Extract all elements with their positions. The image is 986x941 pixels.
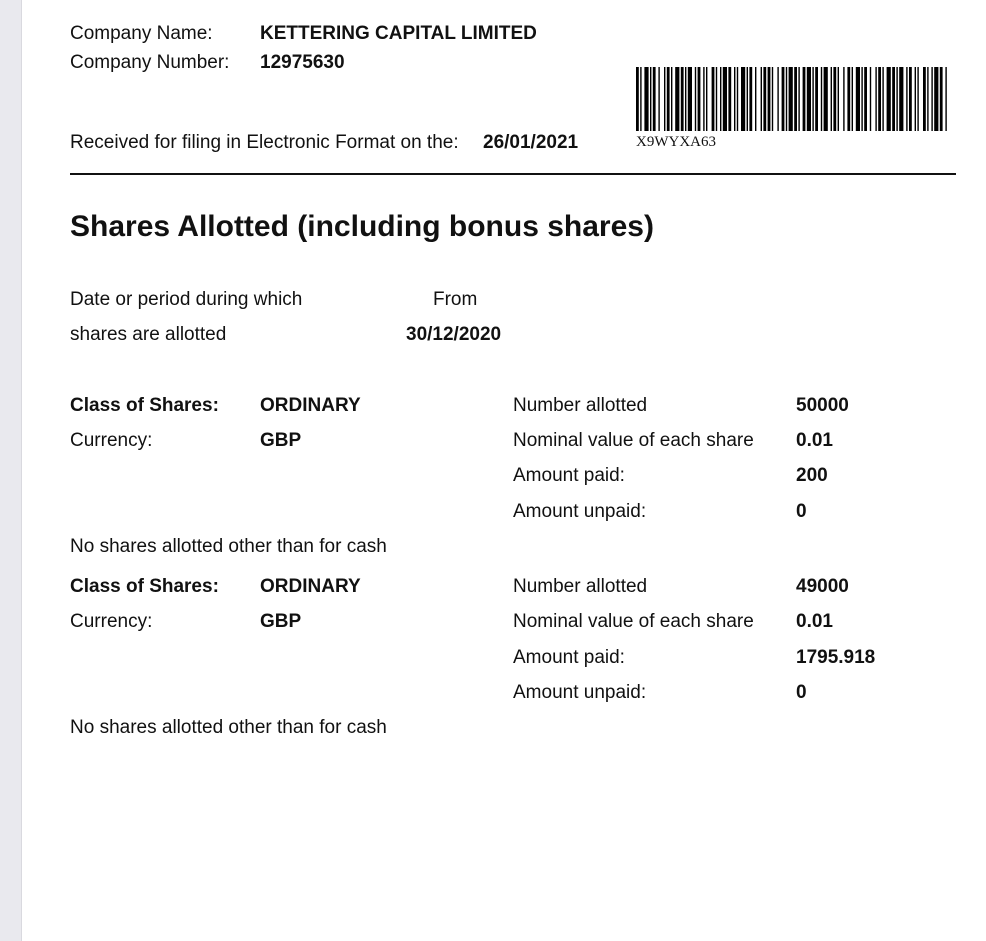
barcode-text: X9WYXA63	[636, 134, 716, 150]
amount-paid-value: 200	[796, 465, 828, 486]
period-from-label: From	[433, 289, 478, 310]
company-name-label: Company Name:	[70, 23, 213, 44]
class-of-shares-label: Class of Shares:	[70, 576, 219, 597]
allotment-note: No shares allotted other than for cash	[70, 717, 387, 738]
allotment-note: No shares allotted other than for cash	[70, 536, 387, 557]
currency-value: GBP	[260, 430, 302, 451]
document-page	[22, 0, 986, 941]
number-allotted-value: 50000	[796, 395, 849, 416]
nominal-value-value: 0.01	[796, 430, 833, 451]
currency-label: Currency:	[70, 611, 153, 632]
amount-unpaid-label: Amount unpaid:	[513, 501, 647, 522]
barcode-image	[636, 67, 948, 131]
period-from-date: 30/12/2020	[406, 324, 502, 345]
section-title: Shares Allotted (including bonus shares)	[70, 210, 654, 243]
currency-value: GBP	[260, 611, 302, 632]
received-filing-label: Received for filing in Electronic Format on the:	[70, 132, 459, 153]
viewer-left-gutter	[0, 0, 22, 941]
class-of-shares-value: ORDINARY	[260, 395, 361, 416]
nominal-value-label: Nominal value of each share	[513, 611, 754, 632]
header-divider	[70, 173, 956, 175]
period-label-line1: Date or period during which	[70, 289, 303, 310]
currency-label: Currency:	[70, 430, 153, 451]
company-number-value: 12975630	[260, 52, 345, 73]
class-of-shares-label: Class of Shares:	[70, 395, 219, 416]
number-allotted-value: 49000	[796, 576, 849, 597]
amount-paid-value: 1795.918	[796, 647, 876, 668]
amount-unpaid-value: 0	[796, 682, 807, 703]
class-of-shares-value: ORDINARY	[260, 576, 361, 597]
period-label-line2: shares are allotted	[70, 324, 227, 345]
amount-paid-label: Amount paid:	[513, 465, 625, 486]
number-allotted-label: Number allotted	[513, 576, 648, 597]
nominal-value-value: 0.01	[796, 611, 833, 632]
amount-paid-label: Amount paid:	[513, 647, 625, 668]
company-name-value: KETTERING CAPITAL LIMITED	[260, 23, 537, 44]
received-filing-date: 26/01/2021	[483, 132, 579, 153]
number-allotted-label: Number allotted	[513, 395, 648, 416]
nominal-value-label: Nominal value of each share	[513, 430, 754, 451]
amount-unpaid-value: 0	[796, 501, 807, 522]
amount-unpaid-label: Amount unpaid:	[513, 682, 647, 703]
company-number-label: Company Number:	[70, 52, 230, 73]
